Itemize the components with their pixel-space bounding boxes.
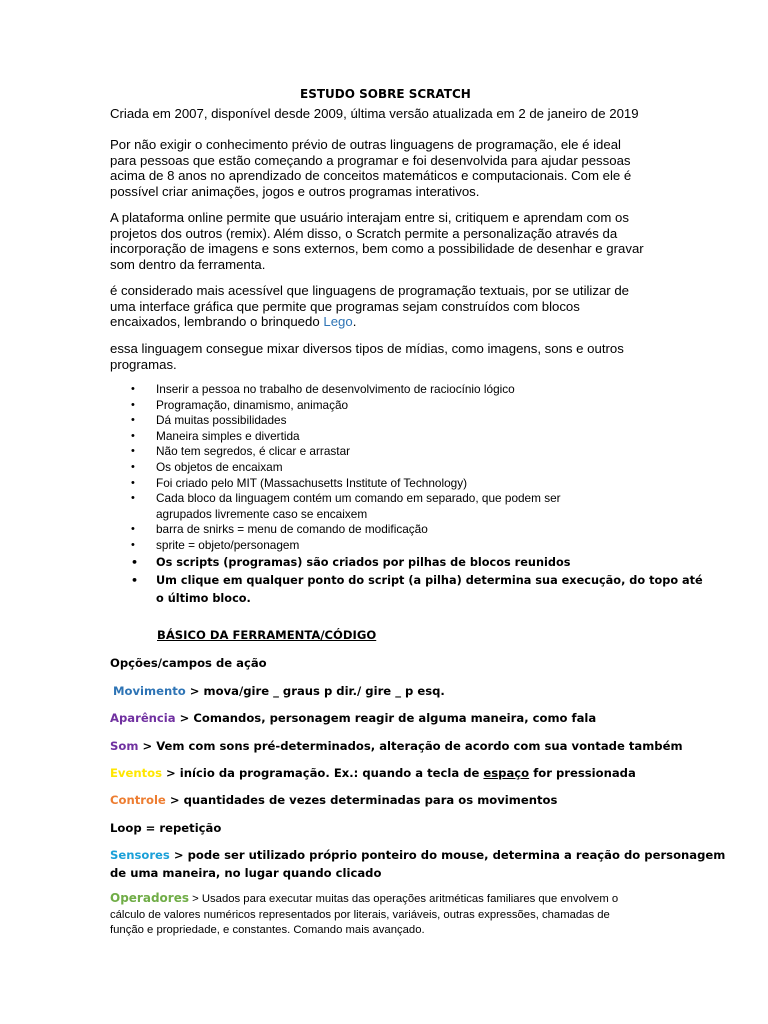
list-item: • Programação, dinamismo, animação (131, 398, 703, 414)
paragraph-line: uma interface gráfica que permite que programas sejam construídos com blocos (110, 298, 580, 314)
paragraph-4 (110, 341, 624, 372)
category-text: > mova/gire _ graus p dir./ gire _ p esq. (185, 684, 445, 698)
category-line (110, 846, 725, 864)
document-title: ESTUDO SOBRE SCRATCH (300, 87, 471, 101)
category-line: função e propriedade, e constantes. Comando mais avançado. (110, 924, 425, 937)
category-controle (110, 791, 557, 809)
paragraph-line (110, 314, 629, 330)
list-item: • sprite = objeto/personagem (131, 538, 703, 554)
list-item-line: o último bloco. (156, 591, 251, 605)
list-item: • Os objetos de encaixam (131, 460, 703, 476)
category-text: > início da programação. Ex.: quando a tecla de (162, 766, 484, 780)
list-item: • Maneira simples e divertida (131, 429, 703, 445)
category-operadores (110, 891, 618, 939)
category-name: Operadores (110, 891, 189, 905)
category-eventos (110, 764, 636, 782)
list-item-line: • Cada bloco da linguagem contém um comando em separado, que podem ser (156, 491, 561, 506)
category-line: cálculo de valores numéricos representados por literais, variáveis, outras expressões, chamadas de (110, 908, 610, 921)
category-movimento (113, 682, 445, 700)
lego-link[interactable]: Lego (323, 314, 353, 330)
list-item: • Não tem segredos, é clicar e arrastar (131, 444, 703, 460)
paragraph-line: som dentro da ferramenta. (110, 256, 266, 272)
paragraph-line: incorporação de imagens e sons externos, bem como a possibilidade de desenhar e gravar (110, 241, 644, 257)
paragraph-line: projetos dos outros (remix). Além disso, o Scratch permite a personalização através da (110, 225, 618, 241)
category-name: Sensores (110, 848, 170, 862)
category-name: Aparência (110, 711, 176, 725)
category-line (110, 891, 618, 908)
list-item: • Inserir a pessoa no trabalho de desenvolvimento de raciocínio lógico (131, 382, 703, 398)
bullet-list (131, 382, 703, 608)
intro-line: Criada em 2007, disponível desde 2009, última versão atualizada em 2 de janeiro de 2019 (110, 106, 639, 121)
list-item: • Dá muitas possibilidades (131, 413, 703, 429)
category-text: > Comandos, personagem reagir de alguma maneira, como fala (175, 711, 597, 725)
category-loop: Loop = repetição (110, 821, 222, 835)
paragraph-line: essa linguagem consegue mixar diversos tipos de mídias, como imagens, sons e outros (110, 341, 624, 356)
paragraph-text: encaixados, lembrando o brinquedo (110, 314, 324, 330)
category-text: > pode ser utilizado próprio ponteiro do mouse, determina a reação do personagem (169, 848, 726, 862)
category-sensores (110, 846, 725, 882)
category-name: Som (110, 739, 139, 753)
category-aparencia (110, 709, 596, 727)
category-text: for pressionada (529, 766, 636, 780)
list-item-line: agrupados livremente caso se encaixem (156, 506, 368, 521)
category-text: > quantidades de vezes determinadas para os movimentos (165, 793, 558, 807)
paragraph-3 (110, 283, 629, 330)
paragraph-line: A plataforma online permite que usuário interajam entre si, critiquem e aprendam com os (110, 210, 629, 225)
category-som (110, 737, 683, 755)
paragraph-line: é considerado mais acessível que linguagens de programação textuais, por se utilizar de (110, 283, 630, 298)
category-text: > Usados para executar muitas das operações aritméticas familiares que envolvem o (188, 893, 619, 905)
list-item-line: • Um clique em qualquer ponto do script (a pilha) determina sua execução, do topo até (156, 573, 703, 587)
paragraph-2 (110, 210, 644, 272)
list-item: • Os scripts (programas) são criados por pilhas de blocos reunidos (131, 554, 703, 572)
paragraph-line: programas. (110, 356, 177, 372)
paragraph-line: acima de 8 anos no aprendizado de conceitos matemáticos e computacionais. Com ele é (110, 168, 632, 184)
paragraph-line: para pessoas que estão começando a programar e foi desenvolvida para ajudar pessoas (110, 152, 631, 168)
category-text-underlined: espaço (483, 766, 530, 780)
category-line: de uma maneira, no lugar quando clicado (110, 866, 382, 880)
list-item: • barra de snirks = menu de comando de modificação (131, 522, 703, 538)
list-item (131, 572, 703, 608)
paragraph-text: . (352, 314, 357, 330)
category-name: Controle (110, 793, 166, 807)
list-item (131, 491, 703, 522)
list-item: • Foi criado pelo MIT (Massachusetts Institute of Technology) (131, 476, 703, 492)
category-name: Movimento (113, 684, 186, 698)
category-name: Eventos (110, 766, 163, 780)
options-heading: Opções/campos de ação (110, 656, 267, 670)
paragraph-line: Por não exigir o conhecimento prévio de outras linguagens de programação, ele é ideal (110, 137, 621, 152)
section-heading: BÁSICO DA FERRAMENTA/CÓDIGO (157, 628, 377, 642)
category-text: > Vem com sons pré-determinados, alteração de acordo com sua vontade também (138, 739, 683, 753)
paragraph-1 (110, 137, 631, 199)
paragraph-line: possível criar animações, jogos e outros programas interativos. (110, 183, 480, 199)
